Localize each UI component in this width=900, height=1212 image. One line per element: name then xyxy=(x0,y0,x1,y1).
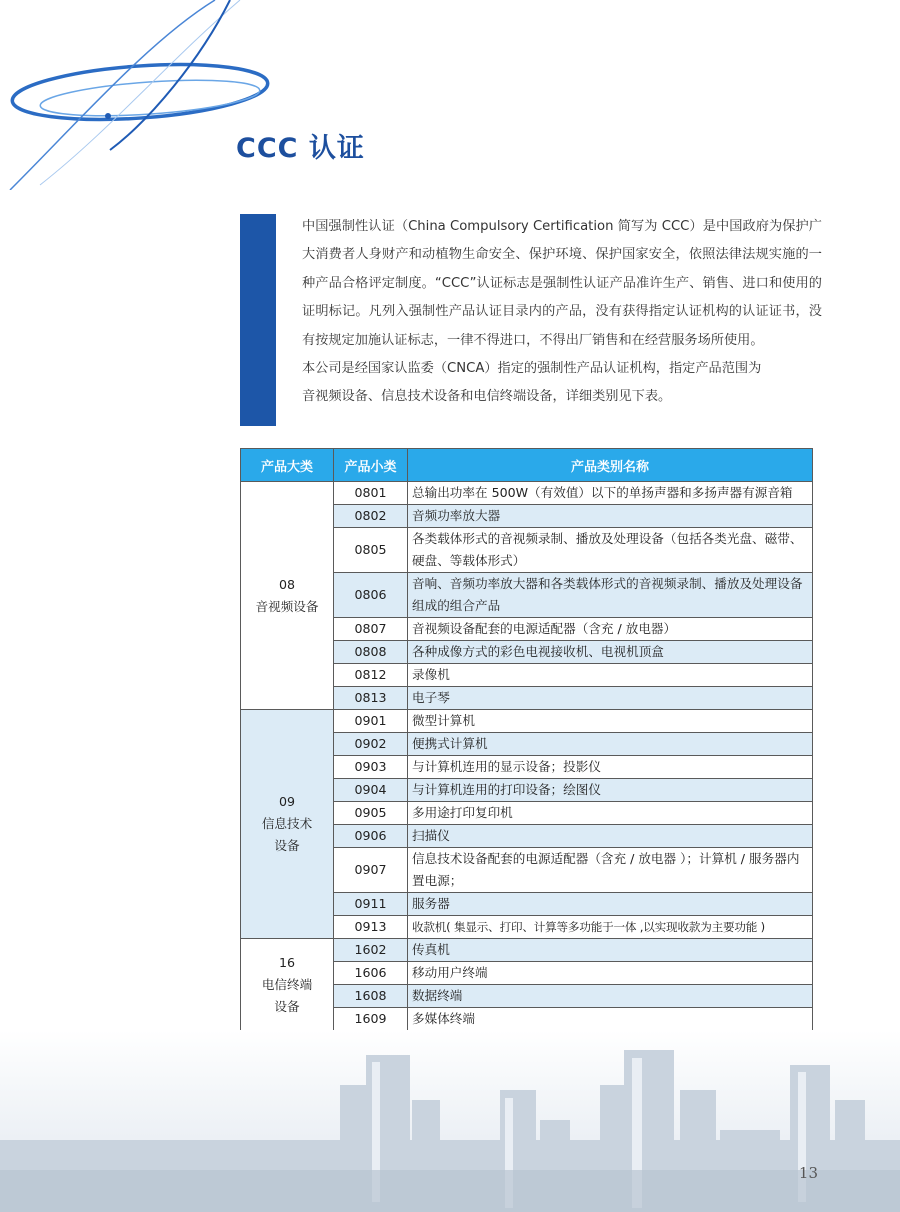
table-row xyxy=(241,482,813,505)
category-name: 各类载体形式的音视频录制、播放及处理设备（包括各类光盘、磁带、硬盘、等载体形式） xyxy=(408,528,813,573)
major-category-cell xyxy=(241,939,334,1031)
category-name: 音频功率放大器 xyxy=(408,505,813,528)
sub-category-code: 0812 xyxy=(334,664,408,687)
sub-category-code: 0801 xyxy=(334,482,408,505)
sub-category-code: 0806 xyxy=(334,573,408,618)
sub-category-code: 0904 xyxy=(334,779,408,802)
header-category-name: 产品类别名称 xyxy=(408,449,813,482)
sub-category-code: 0902 xyxy=(334,733,408,756)
major-category-name: 音视频设备 xyxy=(255,598,319,614)
intro-paragraph-1: 中国强制性认证（China Compulsory Certification 简写为 CCC）是中国政府为保护广大消费者人身财产和动植物生命安全、保护环境、保护国家安全，依照法律法规实施的一种产品合格评定制度。“CCC”认证标志是强制性认证产品准许生产、销售、进口和使用的证明标记。凡列入强制性产品认证目录内的产品，没有获得指定认证机构的认证证书，没有按规定加施认证标志，一律不得进口，不得出厂销售和在经营服务场所使用。 xyxy=(302,219,822,348)
major-category-code: 16 xyxy=(278,954,296,970)
sub-category-code: 0807 xyxy=(334,618,408,641)
category-name: 扫描仪 xyxy=(408,825,813,848)
header-major-category: 产品大类 xyxy=(241,449,334,482)
major-category-name-cont: 设备 xyxy=(274,838,300,853)
category-name: 服务器 xyxy=(408,893,813,916)
sub-category-code: 0913 xyxy=(334,916,408,939)
table-header-row xyxy=(241,449,813,482)
category-name: 微型计算机 xyxy=(408,710,813,733)
page-number: 13 xyxy=(798,1164,818,1182)
sub-category-code: 0802 xyxy=(334,505,408,528)
page-title: CCC 认证 xyxy=(236,133,365,164)
major-category-cell xyxy=(241,482,334,710)
category-name: 便携式计算机 xyxy=(408,733,813,756)
sub-category-code: 0813 xyxy=(334,687,408,710)
sub-category-code: 0805 xyxy=(334,528,408,573)
category-name: 各种成像方式的彩色电视接收机、电视机顶盒 xyxy=(408,641,813,664)
category-name: 移动用户终端 xyxy=(408,962,813,985)
category-name: 多媒体终端 xyxy=(408,1008,813,1031)
table-row xyxy=(241,939,813,962)
category-name: 总输出功率在 500W（有效值）以下的单扬声器和多扬声器有源音箱 xyxy=(408,482,813,505)
intro-accent-bar xyxy=(240,214,276,426)
category-name: 录像机 xyxy=(408,664,813,687)
product-category-table xyxy=(240,448,813,1031)
city-skyline-decoration xyxy=(0,1030,900,1212)
sub-category-code: 0907 xyxy=(334,848,408,893)
sub-category-code: 1608 xyxy=(334,985,408,1008)
category-name: 与计算机连用的打印设备；绘图仪 xyxy=(408,779,813,802)
sub-category-code: 1602 xyxy=(334,939,408,962)
intro-paragraph-2-line-1: 本公司是经国家认监委（CNCA）指定的强制性产品认证机构，指定产品范围为 xyxy=(302,361,762,377)
sub-category-code: 0808 xyxy=(334,641,408,664)
sub-category-code: 0906 xyxy=(334,825,408,848)
category-name: 音响、音频功率放大器和各类载体形式的音视频录制、播放及处理设备组成的组合产品 xyxy=(408,573,813,618)
sub-category-code: 0903 xyxy=(334,756,408,779)
major-category-code: 09 xyxy=(278,794,296,809)
category-name: 数据终端 xyxy=(408,985,813,1008)
sub-category-code: 1609 xyxy=(334,1008,408,1031)
major-category-name-cont: 设备 xyxy=(274,998,300,1014)
sub-category-code: 1606 xyxy=(334,962,408,985)
category-name: 传真机 xyxy=(408,939,813,962)
major-category-name: 电信终端 xyxy=(261,976,313,992)
category-name: 与计算机连用的显示设备；投影仪 xyxy=(408,756,813,779)
major-category-code: 08 xyxy=(278,576,296,592)
sub-category-code: 0911 xyxy=(334,893,408,916)
category-name: 多用途打印复印机 xyxy=(408,802,813,825)
sub-category-code: 0901 xyxy=(334,710,408,733)
header-sub-category: 产品小类 xyxy=(334,449,408,482)
intro-text xyxy=(302,213,822,412)
major-category-cell xyxy=(241,710,334,939)
category-name: 电子琴 xyxy=(408,687,813,710)
intro-paragraph-2-line-2: 音视频设备、信息技术设备和电信终端设备，详细类别见下表。 xyxy=(302,389,672,405)
sub-category-code: 0905 xyxy=(334,802,408,825)
major-category-name: 信息技术 xyxy=(261,816,313,831)
category-name: 音视频设备配套的电源适配器（含充 / 放电器） xyxy=(408,618,813,641)
category-name: 信息技术设备配套的电源适配器（含充 / 放电器 ）；计算机 / 服务器内置电源； xyxy=(408,848,813,893)
table-row xyxy=(241,710,813,733)
category-name: 收款机( 集显示、打印、计算等多功能于一体 ,以实现收款为主要功能 ) xyxy=(408,916,813,939)
